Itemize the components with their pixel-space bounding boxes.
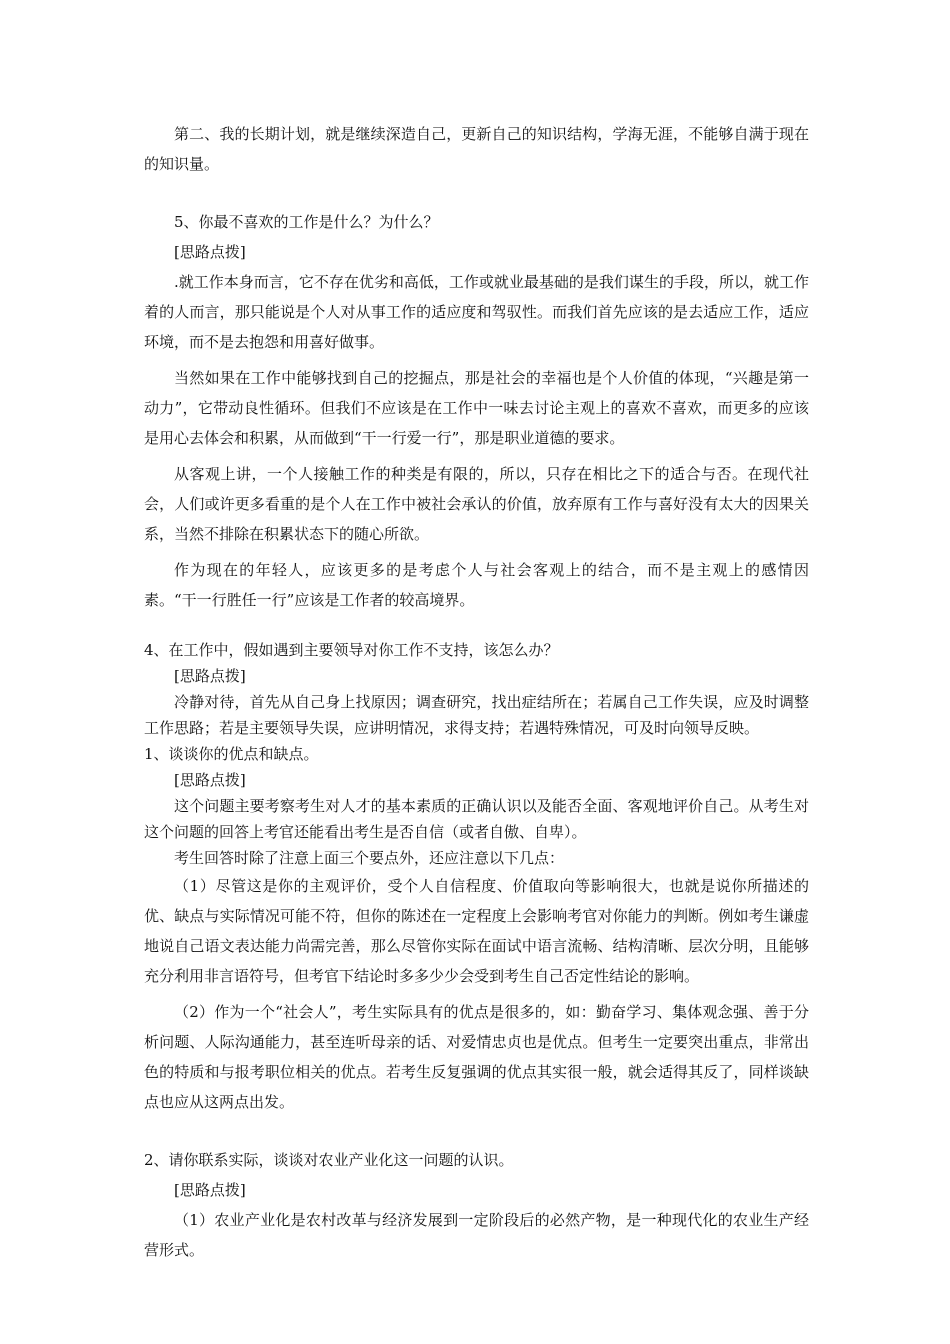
tip-heading-4: [思路点拨] bbox=[174, 667, 246, 685]
question-4: 4、在工作中，假如遇到主要领导对你工作不支持，该怎么办？ bbox=[144, 641, 559, 659]
question-2: 2、请你联系实际，谈谈对农业产业化这一问题的认识。 bbox=[144, 1151, 514, 1169]
tip-heading-1: [思路点拨] bbox=[174, 771, 246, 789]
paragraph-1b: 考生回答时除了注意上面三个要点外，还应注意以下几点： bbox=[174, 849, 565, 867]
paragraph-5b: 当然如果在工作中能够找到自己的挖掘点，那是社会的幸福也是个人价值的体现，“兴趣是第一动力”，它带动良性循环。但我们不应该是在工作中一味去讨论主观上的喜欢不喜欢，而更多的应该是用心去体会和积累，从而做到“干一行爱一行”，那是职业道德的要求。 bbox=[144, 369, 809, 447]
tip-heading-5: [思路点拨] bbox=[174, 243, 246, 261]
paragraph-1a: 这个问题主要考察考生对人才的基本素质的正确认识以及能否全面、客观地评价自己。从考生对这个问题的回答上考官还能看出考生是否自信（或者自傲、自卑）。 bbox=[144, 797, 809, 841]
question-1: 1、谈谈你的优点和缺点。 bbox=[144, 745, 319, 763]
document-body bbox=[144, 119, 809, 1265]
paragraph-5d: 作为现在的年轻人，应该更多的是考虑个人与社会客观上的结合，而不是主观上的感情因素。“干一行胜任一行”应该是工作者的较高境界。 bbox=[144, 561, 809, 609]
paragraph-4a: 冷静对待，首先从自己身上找原因；调查研究，找出症结所在；若属自己工作失误，应及时调整工作思路；若是主要领导失误，应讲明情况，求得支持；若遇特殊情况，可及时向领导反映。 bbox=[144, 693, 809, 737]
paragraph-5c: 从客观上讲，一个人接触工作的种类是有限的，所以，只存在相比之下的适合与否。在现代社会，人们或许更多看重的是个人在工作中被社会承认的价值，放弃原有工作与喜好没有太大的因果关系，当然不排除在积累状态下的随心所欲。 bbox=[144, 465, 809, 543]
question-5: 5、你最不喜欢的工作是什么？为什么？ bbox=[174, 213, 439, 231]
paragraph-long-term-plan: 第二、我的长期计划，就是继续深造自己，更新自己的知识结构，学海无涯，不能够自满于现在的知识量。 bbox=[144, 125, 809, 173]
paragraph-1d: （2）作为一个“社会人”，考生实际具有的优点是很多的，如：勤奋学习、集体观念强、善于分析问题、人际沟通能力，甚至连听母亲的话、对爱情忠贞也是优点。但考生一定要突出重点，非常出色的特质和与报考职位相关的优点。若考生反复强调的优点其实很一般，就会适得其反了，同样谈缺点也应从这两点出发。 bbox=[144, 1003, 809, 1111]
section-question-4-and-1 bbox=[144, 637, 809, 871]
paragraph-1c: （1）尽管这是你的主观评价，受个人自信程度、价值取向等影响很大，也就是说你所描述的优、缺点与实际情况可能不符，但你的陈述在一定程度上会影响考官对你能力的判断。例如考生谦虚地说自己语文表达能力尚需完善，那么尽管你实际在面试中语言流畅、结构清晰、层次分明，且能够充分利用非言语符号，但考官下结论时多多少少会受到考生自己否定性结论的影响。 bbox=[144, 877, 809, 985]
tip-heading-2: [思路点拨] bbox=[174, 1181, 246, 1199]
paragraph-5a: .就工作本身而言，它不存在优劣和高低，工作或就业最基础的是我们谋生的手段，所以，就工作着的人而言，那只能说是个人对从事工作的适应度和驾驭性。而我们首先应该的是去适应工作，适应环境，而不是去抱怨和用喜好做事。 bbox=[144, 273, 809, 351]
paragraph-2a: （1）农业产业化是农村改革与经济发展到一定阶段后的必然产物，是一种现代化的农业生产经营形式。 bbox=[144, 1211, 809, 1259]
